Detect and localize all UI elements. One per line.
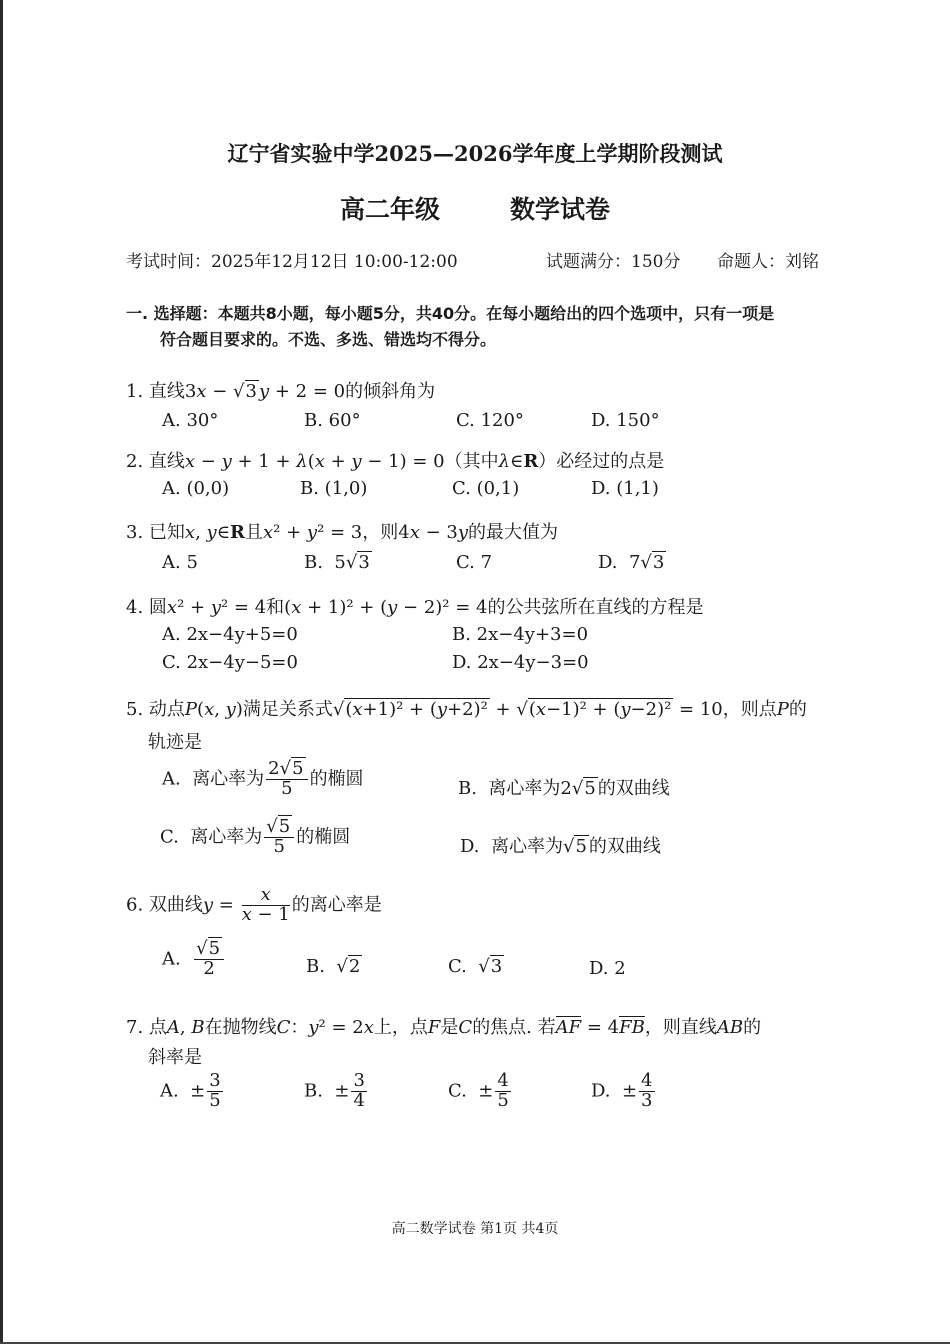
full-score: 试题满分：150分	[546, 252, 681, 272]
section-1-instructions-line2: 符合题目要求的。不选、多选、错选均不得分。	[160, 330, 497, 349]
q6-option-d: D. 2	[589, 958, 626, 979]
q7-option-b: B. ± $\frac{3}{4}$	[304, 1070, 365, 1111]
q3-option-b: B. 5√3	[304, 552, 370, 573]
author: 命题人：刘铭	[717, 252, 819, 272]
q5-option-d: D. 离心率为√5 的双曲线	[460, 836, 661, 857]
question-7: 7. 点A, B在抛物线C：y² = 2x上，点F是C的焦点. 若AF = 4FB，则直线AB的	[126, 1017, 762, 1038]
q7-option-a: A. ± $\frac{3}{5}$	[160, 1070, 221, 1111]
q5-option-c: C. 离心率为 $\frac{√5}{5}$ 的椭圆	[160, 816, 351, 857]
q4-option-c: C. 2x−4y−5=0	[162, 652, 298, 673]
q3-option-d: D. 7√3	[598, 552, 665, 573]
question-5: 5. 动点P(x, y)满足关系式√(x+1)² + (y+2)² + √(x−1)² + (y−2)² = 10，则点P的	[126, 699, 807, 720]
q4-option-b: B. 2x−4y+3=0	[452, 624, 589, 645]
question-6: 6. 双曲线y = $\frac{x}{x - 1}$ 的离心率是	[126, 884, 382, 925]
question-1: 1. 直线3x − √3 y + 2 = 0的倾斜角为	[126, 381, 436, 402]
q1-option-a: A. 30°	[162, 410, 219, 431]
q7-option-d: D. ± $\frac{4}{3}$	[591, 1070, 653, 1111]
q4-option-a: A. 2x−4y+5=0	[162, 624, 298, 645]
question-2: 2. 直线x − y + 1 + λ(x + y − 1) = 0（其中λ∈R）必经过的点是	[126, 451, 665, 472]
q2-option-b: B. (1,0)	[300, 478, 368, 499]
school-title: 辽宁省实验中学2025—2026学年度上学期阶段测试	[227, 141, 723, 166]
question-7-line2: 斜率是	[148, 1047, 202, 1068]
q6-option-a: A. $\frac{√5}{2}$	[162, 940, 226, 979]
q2-option-d: D. (1,1)	[591, 478, 659, 499]
q4-option-d: D. 2x−4y−3=0	[452, 652, 589, 673]
q1-option-b: B. 60°	[304, 410, 361, 431]
grade-label: 高二年级	[339, 195, 440, 224]
question-4: 4. 圆x² + y² = 4和(x + 1)² + (y − 2)² = 4的公共弦所在直线的方程是	[126, 597, 704, 618]
q6-option-b: B. √2	[306, 956, 361, 977]
q6-option-c: C. √3	[448, 956, 503, 977]
q7-option-c: C. ± $\frac{4}{5}$	[448, 1070, 509, 1111]
q2-option-c: C. (0,1)	[452, 478, 520, 499]
exam-title	[0, 190, 950, 226]
q5-option-a: A. 离心率为 $\frac{2√5}{5}$ 的椭圆	[162, 758, 364, 799]
subject-label: 数学试卷	[510, 195, 611, 224]
question-3: 3. 已知x, y∈R且x² + y² = 3，则4x − 3y的最大值为	[126, 522, 559, 543]
q5-option-b: B. 离心率为2√5 的双曲线	[458, 778, 670, 799]
q2-option-a: A. (0,0)	[162, 478, 230, 499]
page-footer: 高二数学试卷 第1页 共4页	[391, 1221, 559, 1237]
exam-time: 考试时间：2025年12月12日 10:00-12:00	[126, 252, 458, 272]
question-5-line2: 轨迹是	[148, 732, 202, 753]
q3-option-c: C. 7	[456, 552, 493, 573]
q1-option-c: C. 120°	[456, 410, 524, 431]
q3-option-a: A. 5	[162, 552, 198, 573]
section-1-instructions: 一. 选择题：本题共8小题，每小题5分，共40分。在每小题给出的四个选项中，只有一项是	[126, 304, 775, 323]
q1-option-d: D. 150°	[591, 410, 660, 431]
